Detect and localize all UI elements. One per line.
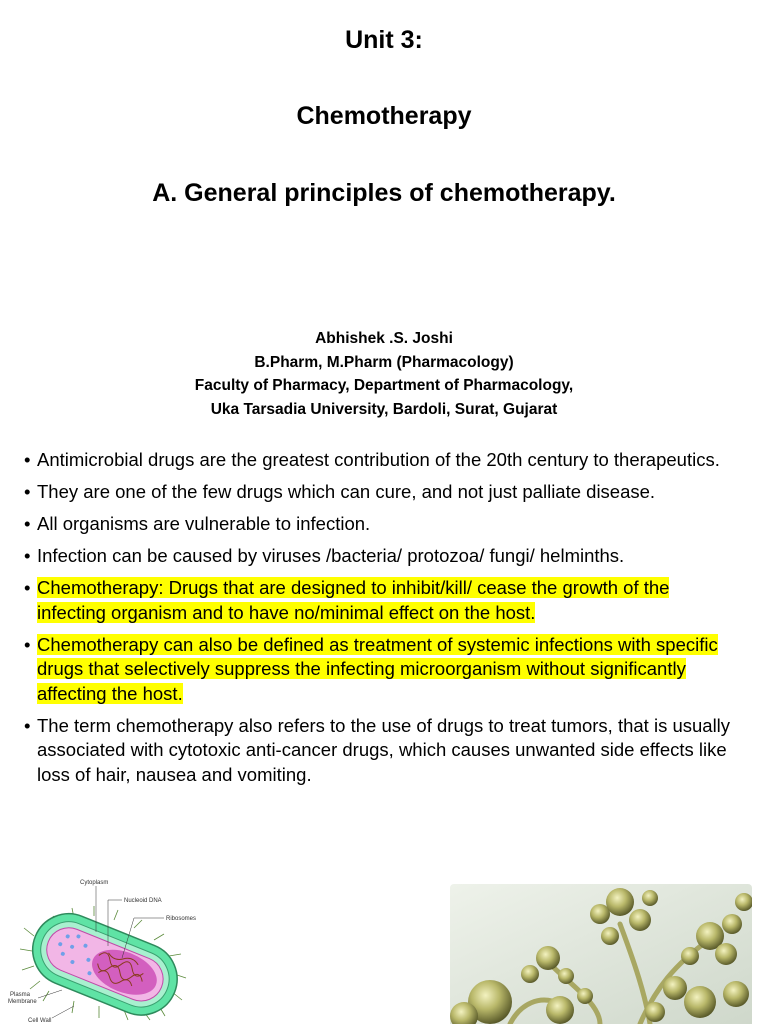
author-name: Abhishek .S. Joshi [315,330,453,347]
bullet-item [24,576,736,625]
bullet-item [24,448,736,473]
bullet-item [24,714,736,788]
bullet-text-highlighted: Chemotherapy can also be defined as treatment of systemic infections with specific drugs that selectively suppress the infecting microorganism without significantly affecting the host. [37,633,718,704]
bullet-dot: • [24,714,31,736]
author-qualification: B.Pharm, M.Pharm (Pharmacology) [254,353,514,371]
unit-title: Unit 3: [345,26,423,54]
bullet-item [24,633,736,707]
bullet-dot: • [24,449,31,470]
section-title: A. General principles of chemotherapy. [152,179,616,207]
cytoplasm-label: Cytoplasm [80,880,109,886]
plasma-membrane-label: Plasma [10,992,31,998]
cell-wall-label: Cell Wall [28,1018,52,1024]
author-university: Uka Tarsadia University, Bardoli, Surat, Gujarat [210,400,558,418]
bullet-dot: • [24,481,31,502]
bullet-text: They are one of the few drugs which can cure, and not just palliate disease. [37,481,656,502]
nucleoid-label: Nucleoid DNA [124,898,162,904]
bullet-text: Infection can be caused by viruses /bacteria/ protozoa/ fungi/ helminths. [37,545,625,566]
author-block [0,327,768,421]
bullet-dot: • [24,545,31,566]
microorganism-photo [450,884,752,1024]
bullet-dot: • [24,633,31,655]
bullet-item [24,480,736,505]
bullet-text: The term chemotherapy also refers to the use of drugs to treat tumors, that is usually associated with cytotoxic anti-cancer drugs, which causes unwanted side effects like loss of hair, nausea and vomiting. [37,714,731,785]
plasma-membrane-label-2: Membrane [8,999,37,1005]
bullet-dot: • [24,513,31,534]
bullet-text: Antimicrobial drugs are the greatest contribution of the 20th century to therapeutics. [37,449,720,470]
bullet-dot: • [24,577,31,598]
bullet-item [24,544,736,569]
topic-title: Chemotherapy [296,102,472,130]
bullet-text-highlighted: Chemotherapy: Drugs that are designed to inhibit/kill/ cease the growth of the infecting organism and to have no/minimal effect on the host. [37,577,670,623]
bullet-text: All organisms are vulnerable to infection. [37,513,371,534]
ribosomes-label: Ribosomes [166,916,197,922]
bullet-item [24,512,736,537]
author-department: Faculty of Pharmacy, Department of Pharmacology, [194,377,574,394]
bullet-list [24,448,736,795]
bacterium-diagram [4,866,236,1024]
